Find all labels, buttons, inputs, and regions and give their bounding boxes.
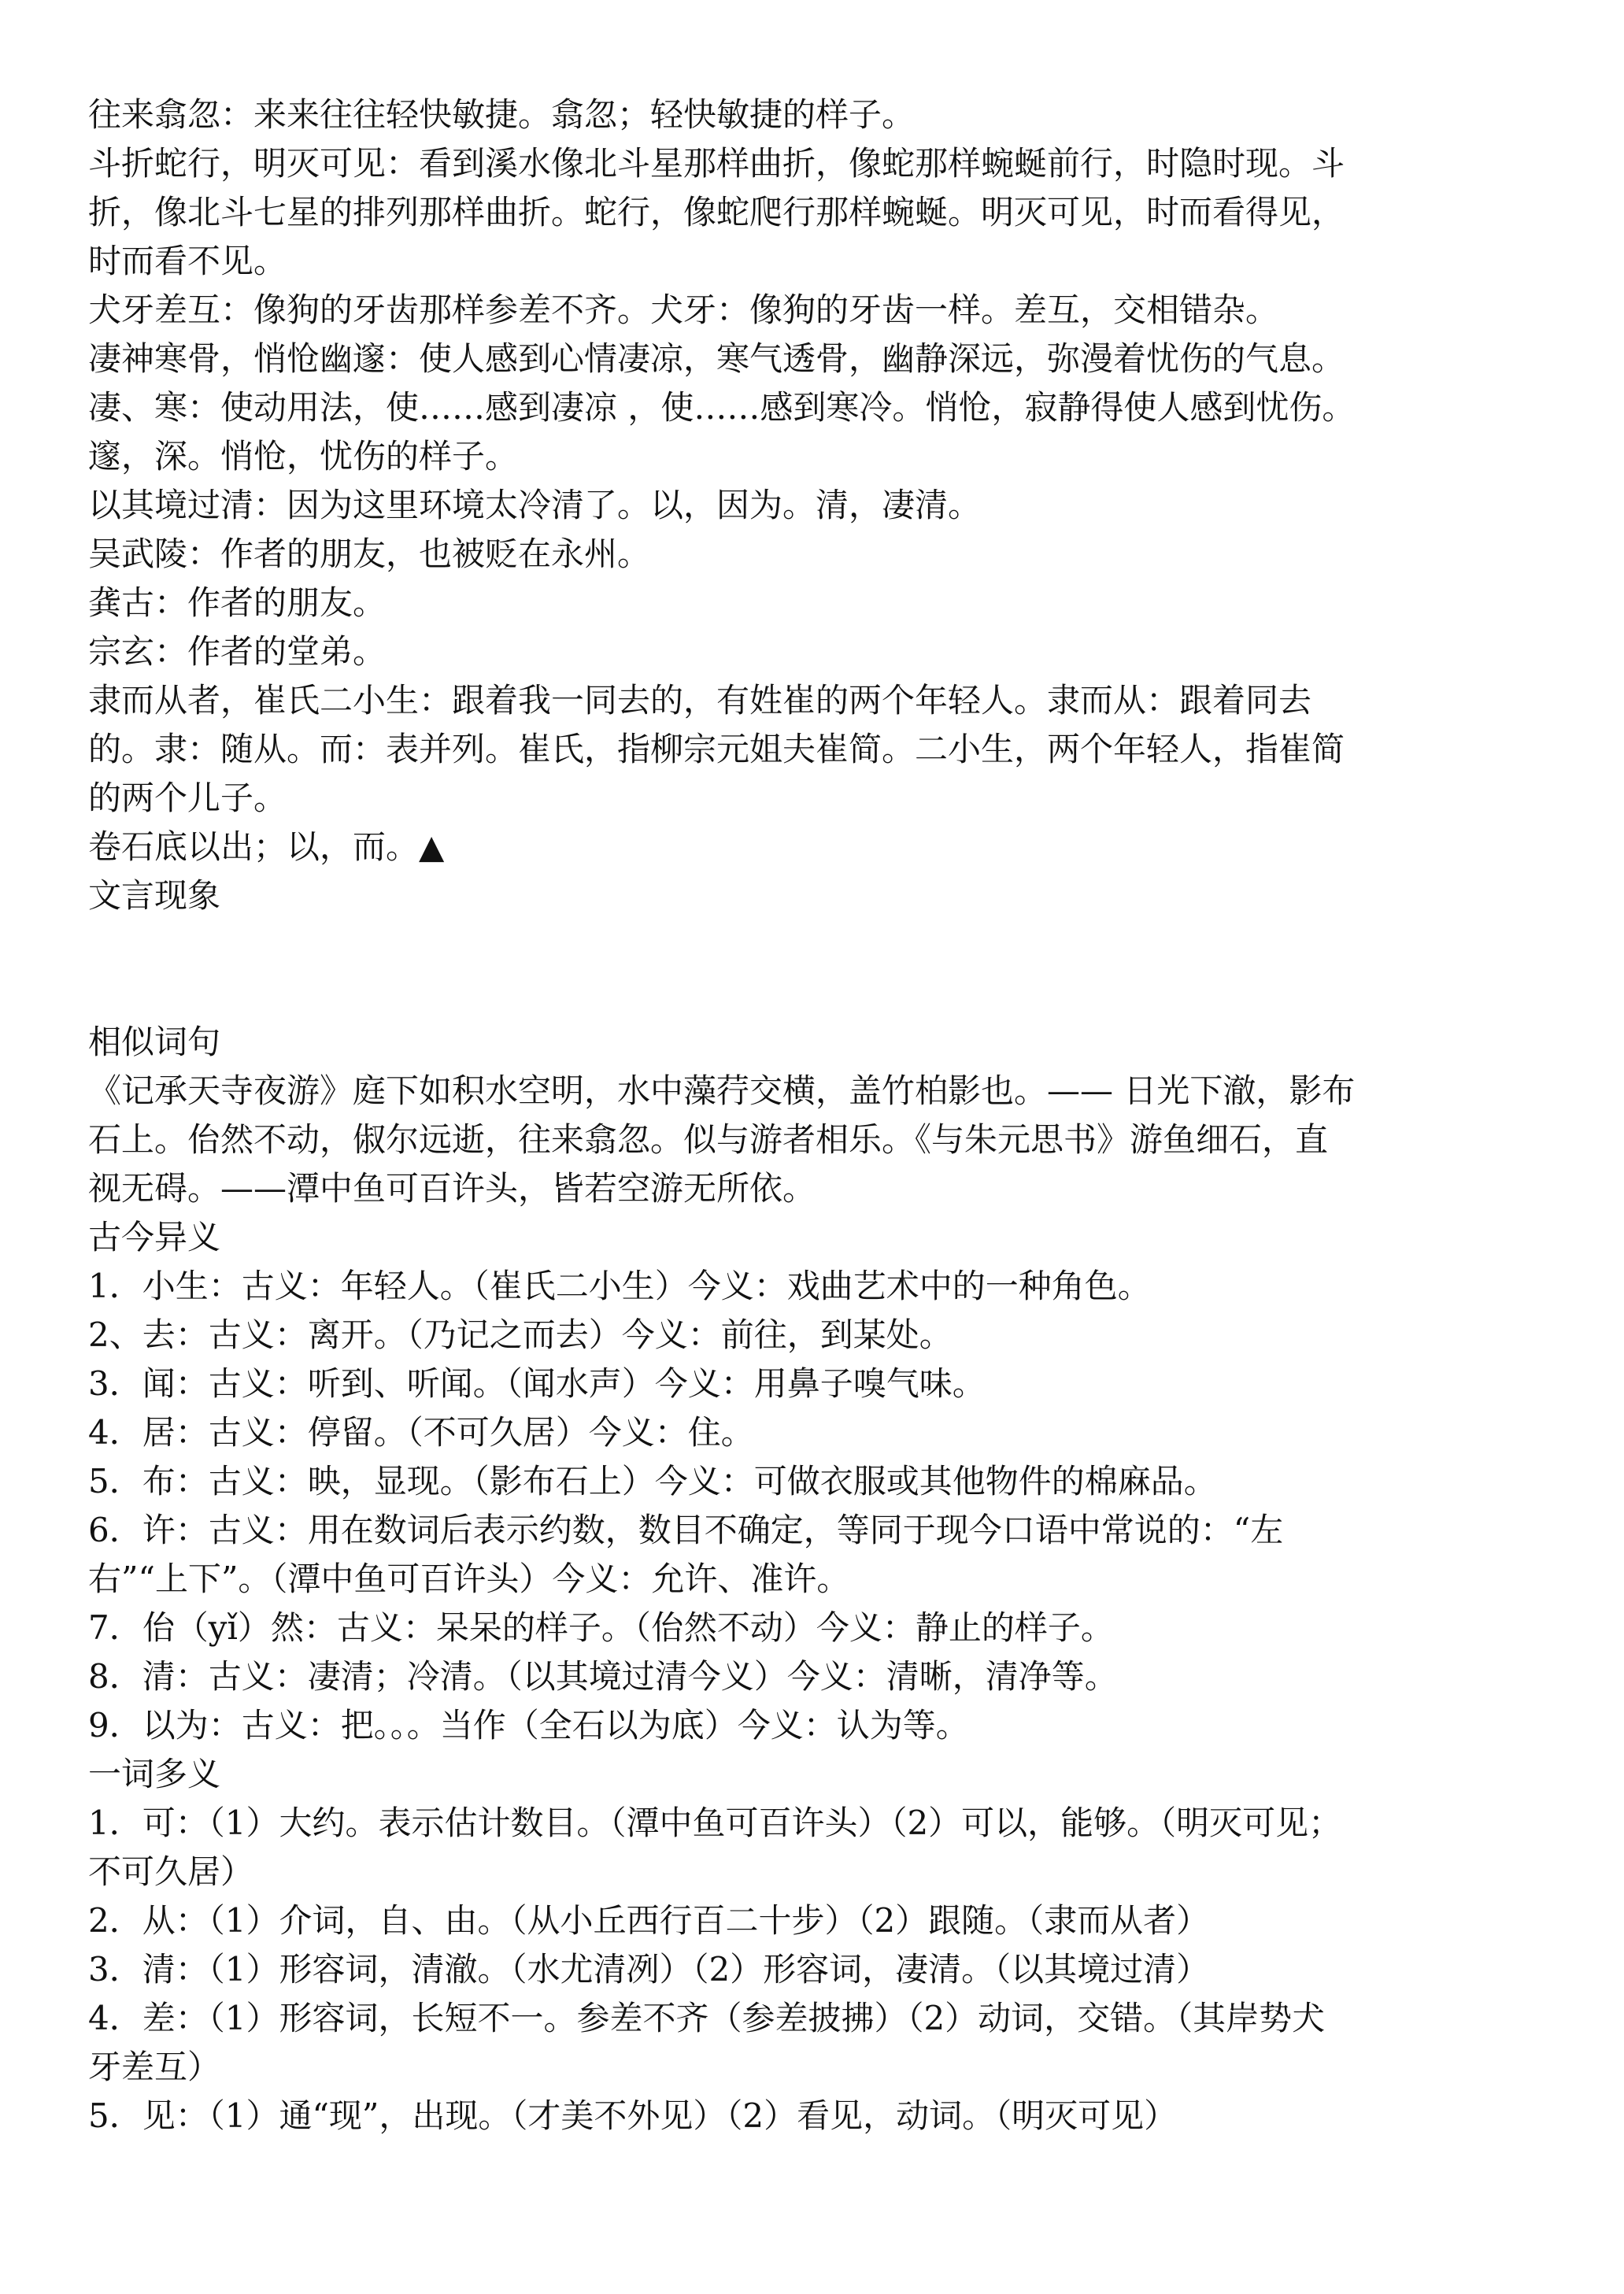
similar-line: 石上。佁然不动，俶尔远逝，往来翕忽。似与游者相乐。《与朱元思书》游鱼细石，直 [88,1120,1329,1159]
gujin-item: 4．居：古义：停留。（不可久居）今义：住。 [88,1413,754,1452]
blank-spacer [88,920,1544,1018]
gujin-item: 9．以为：古义：把。。。当作（全石以为底）今义：认为等。 [88,1706,969,1745]
gujin-item: 1．小生：古义：年轻人。（崔氏二小生）今义：戏曲艺术中的一种角色。 [88,1267,1151,1305]
gujin-item: 右”“上下”。（潭中鱼可百许头）今义：允许、准许。 [88,1560,850,1598]
polysemy-item: 2．从：（1）介词，自、由。（从小丘西行百二十步）（2）跟随。（隶而从者） [88,1901,1210,1940]
gujin-item: 6．许：古义：用在数词后表示约数，数目不确定，等同于现今口语中常说的：“左 [88,1511,1284,1549]
document-page [88,91,1544,2140]
note-line: 隶而从者，崔氏二小生：跟着我一同去的，有姓崔的两个年轻人。隶而从：跟着同去 [88,681,1312,720]
section-heading-gujin: 古今异义 [88,1218,221,1256]
gujin-item: 2、去：古义：离开。（乃记之而去）今义：前往，到某处。 [88,1315,953,1354]
polysemy-item: 5．见：（1）通“现”，出现。（才美不外见）（2）看见，动词。（明灭可见） [88,2096,1178,2135]
section-heading-wenyan: 文言现象 [88,876,221,915]
note-line: 往来翕忽：来来往往轻快敏捷。翕忽；轻快敏捷的样子。 [88,95,916,134]
polysemy-item: 3．清：（1）形容词，清澈。（水尤清冽）（2）形容词，凄清。（以其境过清） [88,1950,1210,1989]
note-line: 邃，深。悄怆，忧伤的样子。 [88,437,519,475]
polysemy-item: 1．可：（1）大约。表示估计数目。（潭中鱼可百许头）（2）可以，能够。（明灭可见； [88,1804,1342,1842]
note-line: 凄、寒：使动用法，使……感到凄凉 ，使……感到寒冷。悄怆，寂静得使人感到忧伤。 [88,388,1356,427]
note-line: 斗折蛇行，明灭可见：看到溪水像北斗星那样曲折，像蛇那样蜿蜒前行，时隐时现。斗 [88,144,1345,183]
note-line: 的两个儿子。 [88,779,287,817]
similar-line: 视无碍。——潭中鱼可百许头，皆若空游无所依。 [88,1169,816,1208]
note-line: 凄神寒骨，悄怆幽邃：使人感到心情凄凉，寒气透骨，幽静深远，弥漫着忧伤的气息。 [88,339,1345,378]
note-line: 吴武陵：作者的朋友，也被贬在永州。 [88,535,651,573]
similar-line: 《记承天寺夜游》庭下如积水空明，水中藻荇交横，盖竹柏影也。—— 日光下澈，影布 [88,1071,1356,1110]
section-heading-similar: 相似词句 [88,1023,221,1061]
section-heading-polysemy: 一词多义 [88,1755,221,1793]
note-line: 的。隶：随从。而：表并列。崔氏，指柳宗元姐夫崔简。二小生，两个年轻人，指崔简 [88,730,1345,768]
note-line: 折，像北斗七星的排列那样曲折。蛇行，像蛇爬行那样蜿蜒。明灭可见，时而看得见， [88,193,1345,231]
polysemy-item: 不可久居） [88,1852,254,1891]
gujin-item: 5．布：古义：映，显现。（影布石上）今义：可做衣服或其他物件的棉麻品。 [88,1462,1217,1500]
note-line: 宗玄：作者的堂弟。 [88,632,387,671]
gujin-item: 8．清：古义：凄清；冷清。（以其境过清今义）今义：清晰，清净等。 [88,1657,1118,1696]
note-line: 龚古：作者的朋友。 [88,583,387,622]
polysemy-item: 牙差互） [88,2048,221,2086]
gujin-item: 7．佁（yǐ）然：古义：呆呆的样子。（佁然不动）今义：静止的样子。 [88,1608,1114,1647]
note-line: 卷石底以出；以，而。▲ [88,827,445,866]
note-line: 以其境过清：因为这里环境太冷清了。以，因为。清，凄清。 [88,486,982,524]
note-line: 犬牙差互：像狗的牙齿那样参差不齐。犬牙：像狗的牙齿一样。差互，交相错杂。 [88,290,1279,329]
polysemy-item: 4．差：（1）形容词，长短不一。参差不齐（参差披拂）（2）动词，交错。（其岸势犬 [88,1999,1326,2037]
note-line: 时而看不见。 [88,242,287,280]
gujin-item: 3．闻：古义：听到、听闻。（闻水声）今义：用鼻子嗅气味。 [88,1364,986,1403]
